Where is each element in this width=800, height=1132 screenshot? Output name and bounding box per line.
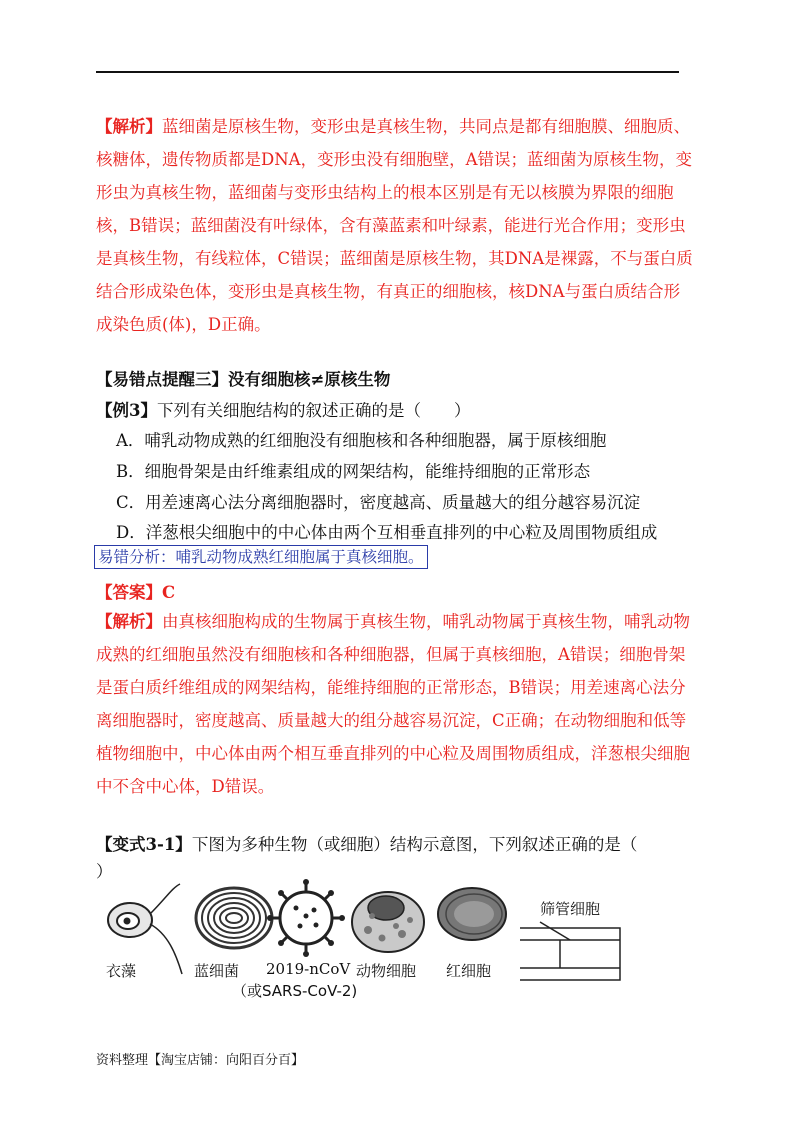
example-heading: 【例3】 [96,401,157,420]
section-title: 【易错点提醒三】没有细胞核≠原核生物 [96,370,391,389]
sieve-tube-drawing [520,922,620,980]
organisms-figure [100,878,660,998]
label-red-blood-cell: 红细胞 [446,962,492,980]
analysis-paragraph-2 [96,605,696,803]
label-virus-alt: （或SARS-CoV-2) [232,982,358,1000]
option-c: C．用差速离心法分离细胞器时，密度越高、质量越大的组分越容易沉淀 [116,493,641,512]
example-question-text: 下列有关细胞结构的叙述正确的是（ ） [156,401,471,420]
variant-heading: 【变式3-1】 [96,835,192,854]
option-b: B．细胞骨架是由纤维素组成的网架结构，能维持细胞的正常形态 [116,462,591,481]
answer: 【答案】C [96,583,176,602]
animal-cell-drawing [352,892,424,952]
analysis-paragraph-1 [96,110,696,341]
option-d: D．洋葱根尖细胞中的中心体由两个互相垂直排列的中心粒及周围物质组成 [116,523,658,542]
label-sieve-tube-cell: 筛管细胞 [540,900,601,918]
cyanobacteria-drawing [196,888,272,948]
label-animal-cell: 动物细胞 [356,962,417,980]
analysis-text: 由真核细胞构成的生物属于真核生物，哺乳动物属于真核生物，哺乳动物成熟的红细胞虽然没有细胞核和各种细胞器，但属于真核细胞，A错误；细胞骨架是蛋白质纤维组成的网架结构，能维持细胞的正常形态，B错误；用差速离心法分离细胞器时，密度越高、质量越大的组分越容易沉淀，C正确；在动物细胞和低等植物细胞中，中心体由两个相互垂直排列的中心粒及周围物质组成，洋葱根尖细胞中不含中心体，D错误。 [96,612,690,796]
example-question [96,397,470,421]
label-virus: 2019-nCoV [266,960,351,978]
analysis-heading: 【解析】 [96,612,162,631]
variant-question [96,831,637,855]
variant-question-text: 下图为多种生物（或细胞）结构示意图，下列叙述正确的是（ [191,835,638,854]
analysis-heading: 【解析】 [96,117,162,136]
error-analysis-box: 易错分析：哺乳动物成熟红细胞属于真核细胞。 [94,545,428,569]
header-rule [96,71,679,73]
option-a: A．哺乳动物成熟的红细胞没有细胞核和各种细胞器，属于原核细胞 [116,431,607,450]
page-footer: 资料整理【淘宝店铺：向阳百分百】 [96,1053,305,1068]
variant-question-close: ） [96,862,113,881]
label-cyanobacteria: 蓝细菌 [194,962,240,980]
analysis-text: 蓝细菌是原核生物，变形虫是真核生物，共同点是都有细胞膜、细胞质、核糖体，遗传物质都是DNA，变形虫没有细胞壁，A错误；蓝细菌为原核生物，变形虫为真核生物，蓝细菌与变形虫结构上的根本区别是有无以核膜为界限的细胞核，B错误；蓝细菌没有叶绿体，含有藻蓝素和叶绿素，能进行光合作用；变形虫是真核生物，有线粒体，C错误；蓝细菌是原核生物，其DNA是裸露，不与蛋白质结合形成染色体，变形虫是真核生物，有真正的细胞核，核DNA与蛋白质结合形成染色质(体)，D正确。 [96,117,693,334]
virus-drawing [267,879,345,957]
label-chlamydomonas: 衣藻 [106,962,137,980]
red-blood-cell-drawing [438,888,506,940]
